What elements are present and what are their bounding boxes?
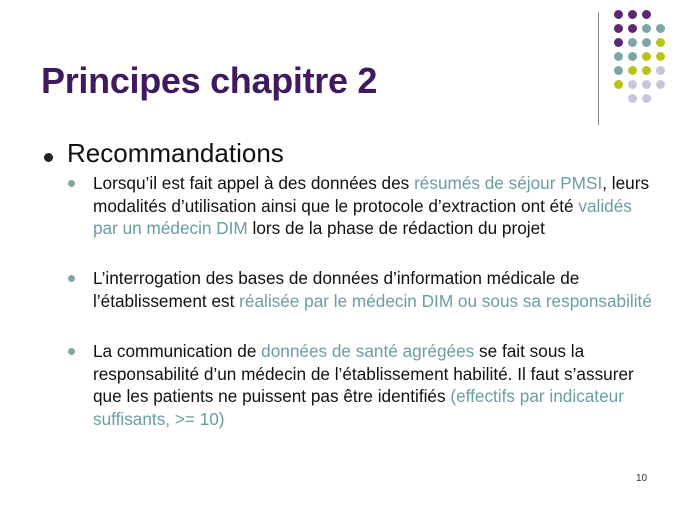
decorative-dot (656, 80, 665, 89)
decorative-dot (656, 24, 665, 33)
decorative-dot (628, 52, 637, 61)
bullet-text-segment: se fait sous la responsabilité d’un médecin de l’établissement habilité. Il faut s’assurer que les patients ne puissent pas être identifiés (93, 341, 634, 407)
sub-bullet-dot-icon (68, 275, 75, 282)
bullet-dot-icon (44, 153, 53, 162)
sub-bullet-text (93, 268, 652, 311)
decorative-dot (656, 52, 665, 61)
sub-bullet-text (93, 341, 634, 429)
decorative-dot (614, 66, 623, 75)
decorative-dot (642, 24, 651, 33)
highlighted-text: réalisée par le médecin DIM ou sous sa responsabilité (239, 290, 652, 311)
decorative-dot (642, 38, 651, 47)
highlighted-text: données de santé agrégées (261, 341, 475, 361)
bullet-text-segment: lors de la phase de rédaction du projet (247, 218, 545, 239)
highlighted-text: résumés de séjour PMSI (414, 173, 603, 193)
decorative-dot (656, 66, 665, 75)
sub-bullet-dot-icon (68, 348, 75, 355)
bullet-text-segment: L’interrogation des bases de données d’information médicale de l’établissement est (93, 268, 580, 311)
decorative-dot (614, 38, 623, 47)
decorative-dot (614, 80, 623, 89)
decorative-dot (642, 66, 651, 75)
decorative-dot (642, 52, 651, 61)
decorative-divider (598, 12, 599, 125)
decorative-dot (656, 38, 665, 47)
decorative-dot (642, 80, 651, 89)
sub-bullet-2 (93, 267, 653, 312)
decorative-dot (628, 94, 637, 103)
sub-bullet-dot-icon (68, 180, 75, 187)
slide-title: Principes chapitre 2 (41, 60, 378, 101)
decorative-dot (642, 94, 651, 103)
decorative-dot (642, 10, 651, 19)
sub-bullet-3 (93, 340, 653, 430)
bullet-text-segment: La communication de (93, 341, 262, 361)
sub-bullet-text (93, 173, 649, 238)
bullet-text-segment: Lorsqu’il est fait appel à des données des (93, 173, 415, 193)
decorative-dot-grid (614, 10, 680, 110)
page-number: 10 (636, 473, 648, 484)
decorative-dot (614, 10, 623, 19)
highlighted-text: (effectifs par indicateur suffisants, >= 10) (93, 386, 624, 429)
decorative-dot (614, 24, 623, 33)
decorative-dot (628, 24, 637, 33)
highlighted-text: validés par un médecin DIM (93, 195, 632, 239)
main-bullet-heading: Recommandations (67, 138, 284, 168)
sub-bullet-1 (93, 172, 653, 240)
bullet-text-segment: , leurs modalités d’utilisation ainsi que le protocole d’extraction ont été (93, 173, 650, 216)
decorative-dot (628, 10, 637, 19)
decorative-dot (628, 38, 637, 47)
decorative-dot (614, 52, 623, 61)
decorative-dot (628, 80, 637, 89)
decorative-dot (628, 66, 637, 75)
